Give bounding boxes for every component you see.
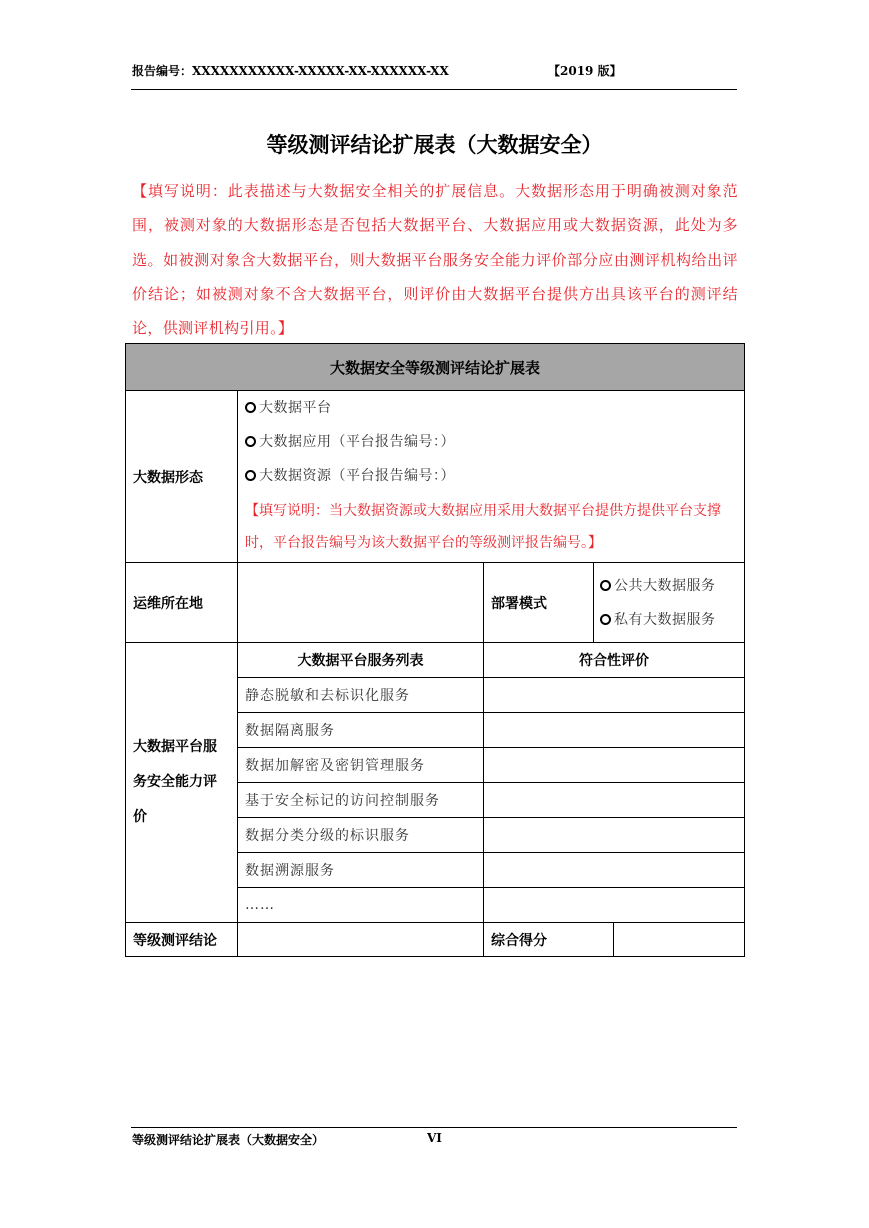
form-note: 【填写说明：当大数据资源或大数据应用采用大数据平台提供方提供平台支撑时，平台报告编号为该大数据平台的等级测评报告编号。】 (245, 503, 721, 551)
score-label: 综合得分 (484, 923, 614, 957)
conclusion-extension-table (125, 343, 745, 957)
compliance-cell[interactable] (484, 783, 745, 818)
service-item: 数据隔离服务 (238, 713, 484, 748)
score-value[interactable] (614, 923, 745, 957)
compliance-cell[interactable] (484, 748, 745, 783)
radio-icon[interactable] (245, 470, 256, 481)
radio-icon[interactable] (245, 402, 256, 413)
page-title: 等级测评结论扩展表（大数据安全） (266, 133, 603, 157)
service-item: 静态脱敏和去标识化服务 (238, 678, 484, 713)
compliance-header: 符合性评价 (484, 643, 745, 678)
deploy-mode-label: 部署模式 (484, 563, 594, 643)
page-number: VI (427, 1131, 442, 1145)
ops-location-label: 运维所在地 (126, 563, 238, 643)
compliance-cell[interactable] (484, 888, 745, 923)
capability-label: 大数据平台服务安全能力评价 (126, 643, 238, 923)
service-item: 数据分类分级的标识服务 (238, 818, 484, 853)
service-item: 基于安全标记的访问控制服务 (238, 783, 484, 818)
conclusion-value[interactable] (238, 923, 484, 957)
compliance-cell[interactable] (484, 678, 745, 713)
service-item: 数据加解密及密钥管理服务 (238, 748, 484, 783)
option-public-service[interactable]: 公共大数据服务 (600, 569, 737, 603)
radio-icon[interactable] (600, 580, 611, 591)
table-heading: 大数据安全等级测评结论扩展表 (126, 344, 745, 391)
option-private-service[interactable]: 私有大数据服务 (600, 603, 737, 637)
deploy-mode-options (594, 563, 745, 643)
compliance-cell[interactable] (484, 713, 745, 748)
report-number: 报告编号：XXXXXXXXXXX-XXXXX-XX-XXXXXX-XX (132, 64, 449, 78)
option-platform[interactable]: 大数据平台 (245, 391, 737, 425)
radio-icon[interactable] (245, 436, 256, 447)
service-list-header: 大数据平台服务列表 (238, 643, 484, 678)
service-item-more: …… (238, 888, 484, 923)
option-resource[interactable]: 大数据资源（平台报告编号：） (245, 459, 737, 493)
conclusion-label: 等级测评结论 (126, 923, 238, 957)
page-header (132, 62, 736, 80)
report-version: 【2019 版】 (548, 64, 622, 78)
form-options-cell (238, 391, 745, 563)
instruction-note: 【填写说明：此表描述与大数据安全相关的扩展信息。大数据形态用于明确被测对象范围，被测对象的大数据形态是否包括大数据平台、大数据应用或大数据资源，此处为多选。如被测对象含大数据平台，则大数据平台服务安全能力评价部分应由测评机构给出评价结论；如被测对象不含大数据平台，则评价由大数据平台提供方出具该平台的测评结论，供测评机构引用。】 (132, 182, 738, 338)
radio-icon[interactable] (600, 614, 611, 625)
option-application[interactable]: 大数据应用（平台报告编号：） (245, 425, 737, 459)
footer-title: 等级测评结论扩展表（大数据安全） (132, 1133, 325, 1147)
ops-location-value[interactable] (238, 563, 484, 643)
compliance-cell[interactable] (484, 853, 745, 888)
service-item: 数据溯源服务 (238, 853, 484, 888)
footer-divider (131, 1127, 737, 1128)
header-divider (131, 89, 737, 90)
compliance-cell[interactable] (484, 818, 745, 853)
form-label: 大数据形态 (126, 391, 238, 563)
